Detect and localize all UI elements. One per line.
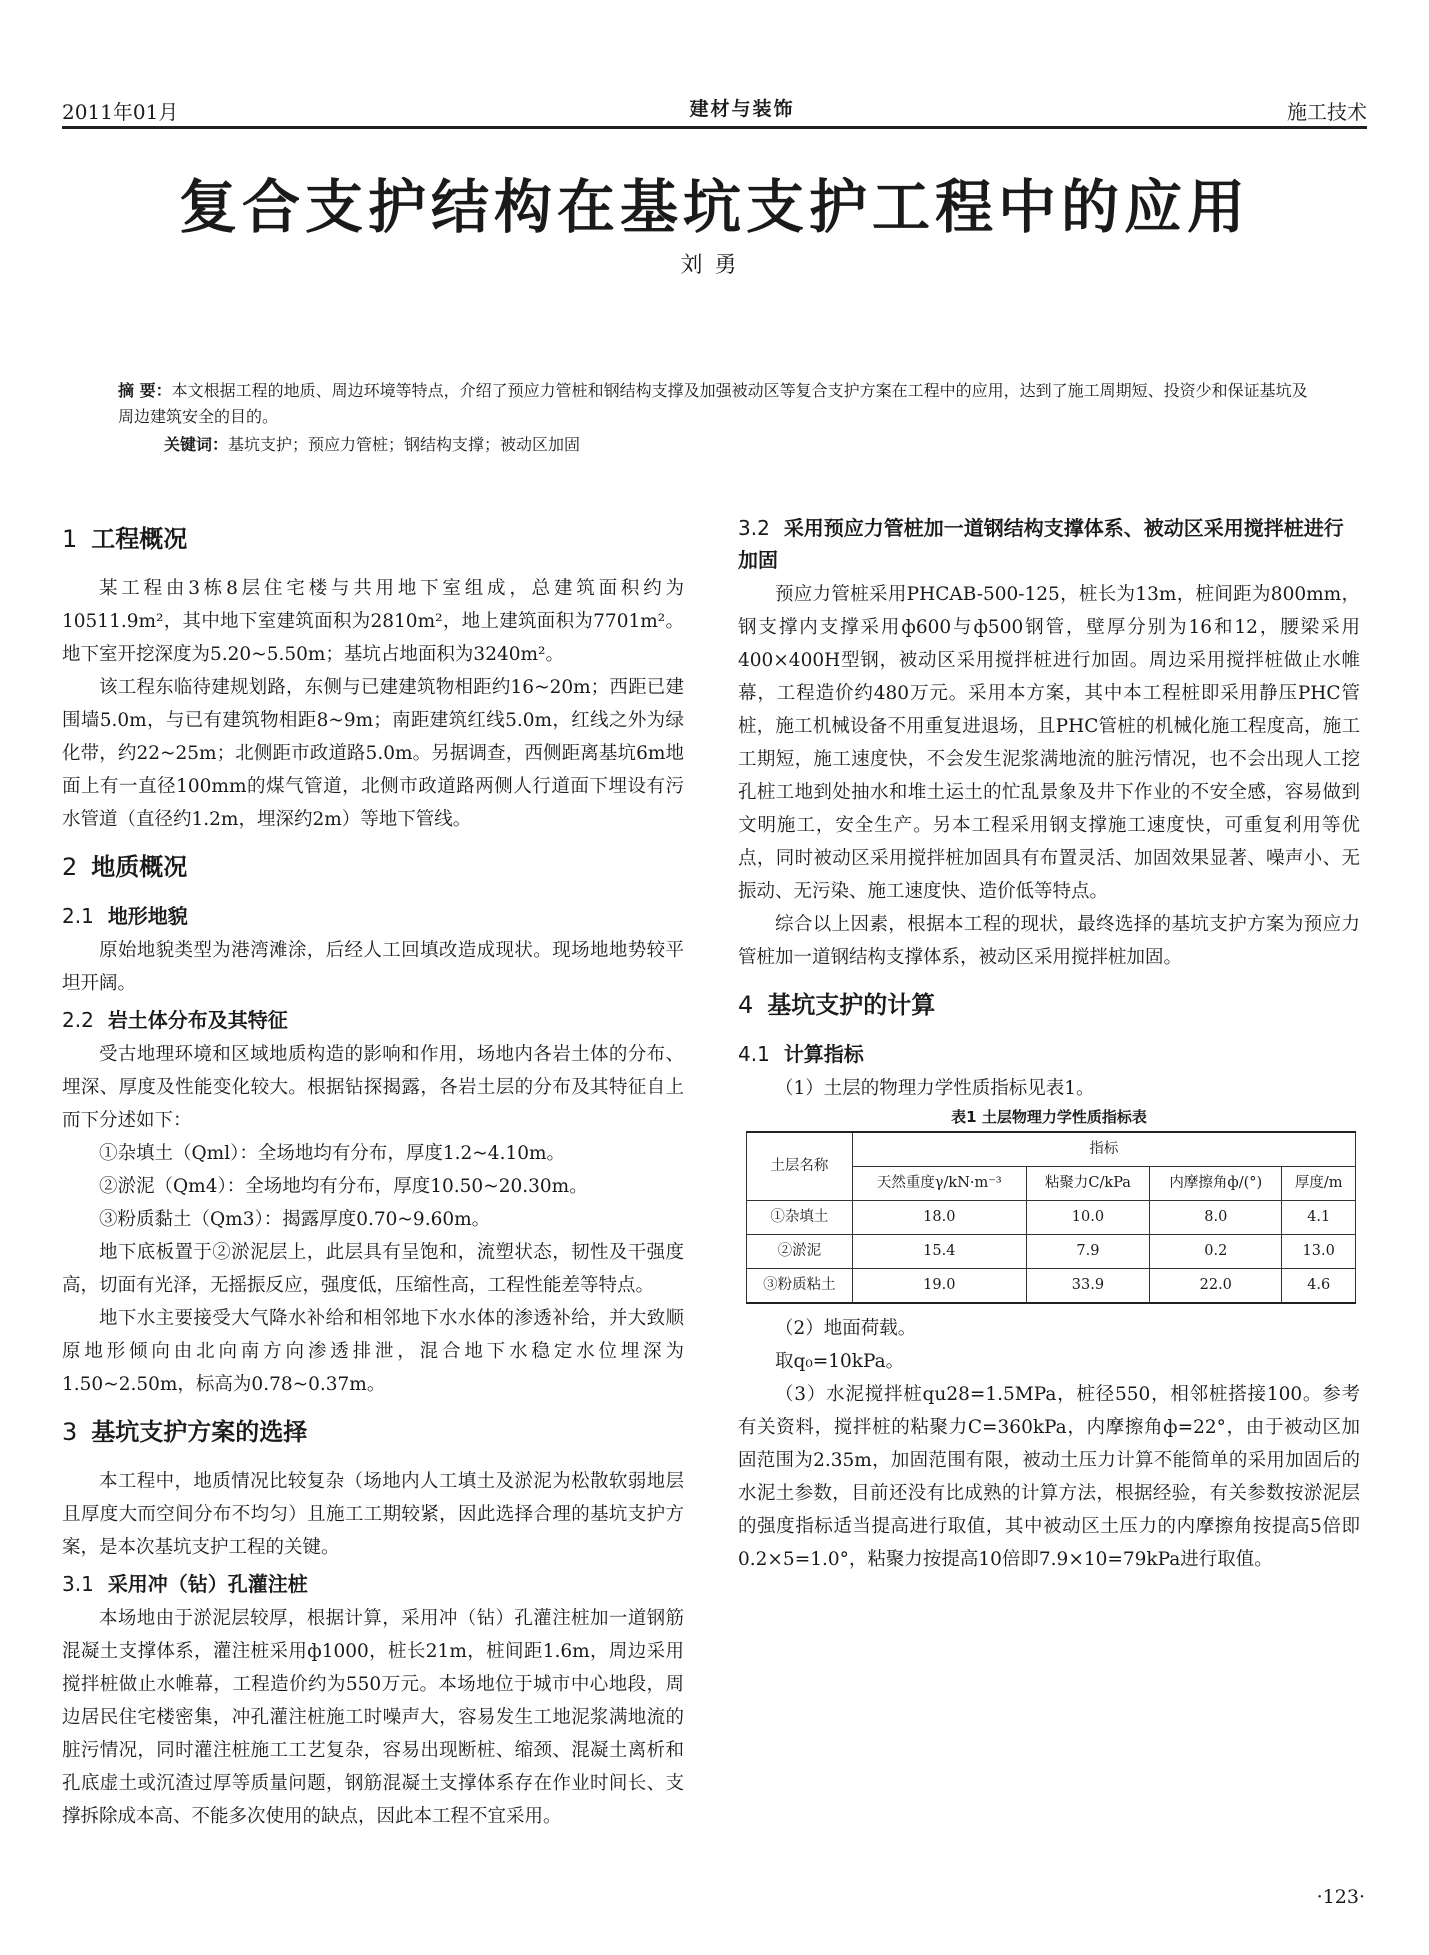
section-title: 基坑支护方案的选择	[91, 1418, 308, 1446]
table-header-cell: 内摩擦角ф/(°)	[1150, 1167, 1282, 1201]
section-heading	[62, 1415, 684, 1449]
table-header-row	[747, 1132, 1356, 1167]
table-cell: 0.2	[1150, 1235, 1282, 1269]
subsection-heading	[62, 1004, 684, 1036]
article-title: 复合支护结构在基坑支护工程中的应用	[178, 173, 1250, 241]
paragraph: （2）地面荷载。	[775, 1318, 917, 1339]
paragraph: 本工程中，地质情况比较复杂（场地内人工填土及淤泥为松散软弱地层且厚度大而空间分布不均匀）且施工工期较紧，因此选择合理的基坑支护方案，是本次基坑支护工程的关键。	[62, 1471, 684, 1558]
paragraph: 取q₀=10kPa。	[775, 1351, 905, 1372]
table-cell: 8.0	[1150, 1201, 1282, 1235]
subsection-number: 3.1	[62, 1572, 94, 1596]
paragraph: 受古地理环境和区域地质构造的影响和作用，场地内各岩土体的分布、埋深、厚度及性能变化较大。根据钻探揭露，各岩土层的分布及其特征自上而下分述如下：	[62, 1044, 684, 1131]
subsection-number: 3.2	[738, 516, 770, 540]
table-row	[747, 1269, 1356, 1304]
table-header-cell: 天然重度γ/kN·m⁻³	[852, 1167, 1026, 1201]
keywords-text: 基坑支护；预应力管桩；钢结构支撑；被动区加固	[228, 435, 581, 454]
table-cell: 4.1	[1282, 1201, 1356, 1235]
paragraph: 综合以上因素，根据本工程的现状，最终选择的基坑支护方案为预应力管桩加一道钢结构支撑体系，被动区采用搅拌桩加固。	[738, 914, 1360, 968]
table-cell: 19.0	[852, 1269, 1026, 1304]
header-rule	[62, 126, 1367, 129]
right-column	[738, 508, 1360, 1576]
paragraph: 某工程由3栋8层住宅楼与共用地下室组成，总建筑面积约为10511.9m²，其中地下室建筑面积为2810m²，地上建筑面积为7701m²。地下室开挖深度为5.20~5.50m；基坑占地面积为3240m²。	[62, 578, 684, 665]
table-row	[747, 1201, 1356, 1235]
table-header-cell: 厚度/m	[1282, 1167, 1356, 1201]
table-cell: 33.9	[1026, 1269, 1149, 1304]
keywords-label: 关键词：	[164, 435, 229, 454]
keywords-line	[118, 432, 1318, 458]
paragraph: （3）水泥搅拌桩qu28=1.5MPa，桩径550，相邻桩搭接100。参考有关资料，搅拌桩的粘聚力C=360kPa，内摩擦角ф=22°，由于被动区加固范围为2.35m，加固范围有限，被动土压力计算不能简单的采用加固后的水泥土参数，目前还没有比成熟的计算方法，根据经验，有关参数按淤泥层的强度指标适当提高进行取值，其中被动区土压力的内摩擦角按提高5倍即0.2×5=1.0°，粘聚力按提高10倍即7.9×10=79kPa进行取值。	[738, 1384, 1360, 1570]
abstract-block	[118, 378, 1318, 460]
abstract-text: 本文根据工程的地质、周边环境等特点，介绍了预应力管桩和钢结构支撑及加强被动区等复合支护方案在工程中的应用，达到了施工周期短、投资少和保证基坑及周边建筑安全的目的。	[118, 381, 1308, 426]
subsection-title: 采用预应力管桩加一道钢结构支撑体系、被动区采用搅拌桩进行加固	[738, 516, 1344, 572]
section-number: 2	[62, 853, 78, 881]
issue-date: 2011年01月	[62, 100, 179, 124]
abstract-label: 摘 要：	[118, 381, 172, 400]
table-caption: 表1 土层物理力学性质指标表	[951, 1108, 1147, 1126]
subsection-title: 岩土体分布及其特征	[107, 1008, 288, 1032]
paragraph: （1）土层的物理力学性质指标见表1。	[775, 1078, 1095, 1099]
table-header-cell: 土层名称	[747, 1132, 853, 1201]
section-heading	[738, 988, 1360, 1022]
subsection-heading	[62, 1568, 684, 1600]
journal-name: 建材与装饰	[689, 98, 795, 120]
section-heading	[62, 522, 684, 556]
left-column	[62, 508, 684, 1833]
section-heading	[62, 850, 684, 884]
abstract-paragraph	[118, 378, 1318, 430]
table-cell: ②淤泥	[747, 1235, 853, 1269]
page-number: ·123·	[1316, 1886, 1365, 1908]
list-item: ①杂填土（Qml）：全场地均有分布，厚度1.2~4.10m。	[99, 1143, 566, 1164]
section-title: 工程概况	[91, 525, 188, 553]
table-cell: 4.6	[1282, 1269, 1356, 1304]
section-number: 1	[62, 525, 78, 553]
soil-properties-table	[746, 1131, 1356, 1304]
table-cell: 22.0	[1150, 1269, 1282, 1304]
subsection-number: 4.1	[738, 1042, 770, 1066]
running-header	[62, 96, 1367, 128]
table-cell: ①杂填土	[747, 1201, 853, 1235]
paragraph: 地下水主要接受大气降水补给和相邻地下水水体的渗透补给，并大致顺原地形倾向由北向南方向渗透排泄，混合地下水稳定水位埋深为1.50~2.50m，标高为0.78~0.37m。	[62, 1308, 684, 1395]
subsection-title: 地形地貌	[107, 904, 188, 928]
paragraph: 预应力管桩采用PHCAB-500-125，桩长为13m，桩间距为800mm，钢支撑内支撑采用ф600与ф500钢管，壁厚分别为16和12，腰梁采用400×400H型钢，被动区采用搅拌桩进行加固。周边采用搅拌桩做止水帷幕，工程造价约480万元。采用本方案，其中本工程桩即采用静压PHC管桩，施工机械设备不用重复进退场，且PHC管桩的机械化施工程度高，施工工期短，施工速度快，不会发生泥浆满地流的脏污情况，也不会出现人工挖孔桩工地到处抽水和堆土运土的忙乱景象及井下作业的不安全感，容易做到文明施工，安全生产。另本工程采用钢支撑施工速度快，可重复利用等优点，同时被动区采用搅拌桩加固具有布置灵活、加固效果显著、噪声小、无振动、无污染、施工速度快、造价低等特点。	[738, 584, 1360, 902]
subsection-heading	[738, 512, 1360, 576]
subsection-number: 2.1	[62, 904, 94, 928]
table-cell: 10.0	[1026, 1201, 1149, 1235]
table-header-cell: 粘聚力C/kPa	[1026, 1167, 1149, 1201]
list-item: ③粉质黏土（Qm3）：揭露厚度0.70~9.60m。	[99, 1209, 491, 1230]
table-row	[747, 1235, 1356, 1269]
subsection-heading	[738, 1038, 1360, 1070]
subsection-title: 计算指标	[783, 1042, 864, 1066]
table-cell: 13.0	[1282, 1235, 1356, 1269]
table-cell: 15.4	[852, 1235, 1026, 1269]
list-item: ②淤泥（Qm4）：全场地均有分布，厚度10.50~20.30m。	[99, 1176, 588, 1197]
section-title: 基坑支护的计算	[767, 991, 936, 1019]
section-number: 4	[738, 991, 754, 1019]
table-header-cell: 指标	[852, 1132, 1355, 1167]
section-number: 3	[62, 1418, 78, 1446]
subsection-title: 采用冲（钻）孔灌注桩	[107, 1572, 308, 1596]
paragraph: 该工程东临待建规划路，东侧与已建建筑物相距约16~20m；西距已建围墙5.0m，与已有建筑物相距8~9m；南距建筑红线5.0m，红线之外为绿化带，约22~25m；北侧距市政道路5.0m。另据调查，西侧距离基坑6m地面上有一直径100mm的煤气管道，北侧市政道路两侧人行道面下埋设有污水管道（直径约1.2m，埋深约2m）等地下管线。	[62, 677, 684, 830]
paragraph: 原始地貌类型为港湾滩涂，后经人工回填改造成现状。现场地地势较平坦开阔。	[62, 940, 684, 994]
table-cell: ③粉质粘土	[747, 1269, 853, 1304]
table-cell: 18.0	[852, 1201, 1026, 1235]
subsection-heading	[62, 900, 684, 932]
paragraph: 本场地由于淤泥层较厚，根据计算，采用冲（钻）孔灌注桩加一道钢筋混凝土支撑体系，灌注桩采用ф1000，桩长21m，桩间距1.6m，周边采用搅拌桩做止水帷幕，工程造价约为550万元。本场地位于城市中心地段，周边居民住宅楼密集，冲孔灌注桩施工时噪声大，容易发生工地泥浆满地流的脏污情况，同时灌注桩施工工艺复杂，容易出现断桩、缩颈、混凝土离析和孔底虚土或沉渣过厚等质量问题，钢筋混凝土支撑体系存在作业时间长、支撑拆除成本高、不能多次使用的缺点，因此本工程不宜采用。	[62, 1608, 684, 1827]
paragraph: 地下底板置于②淤泥层上，此层具有呈饱和，流塑状态，韧性及干强度高，切面有光泽，无摇振反应，强度低，压缩性高，工程性能差等特点。	[62, 1242, 684, 1296]
author-name: 刘勇	[680, 253, 749, 278]
subsection-number: 2.2	[62, 1008, 94, 1032]
column-name: 施工技术	[1287, 100, 1367, 124]
section-title: 地质概况	[91, 853, 188, 881]
table-cell: 7.9	[1026, 1235, 1149, 1269]
